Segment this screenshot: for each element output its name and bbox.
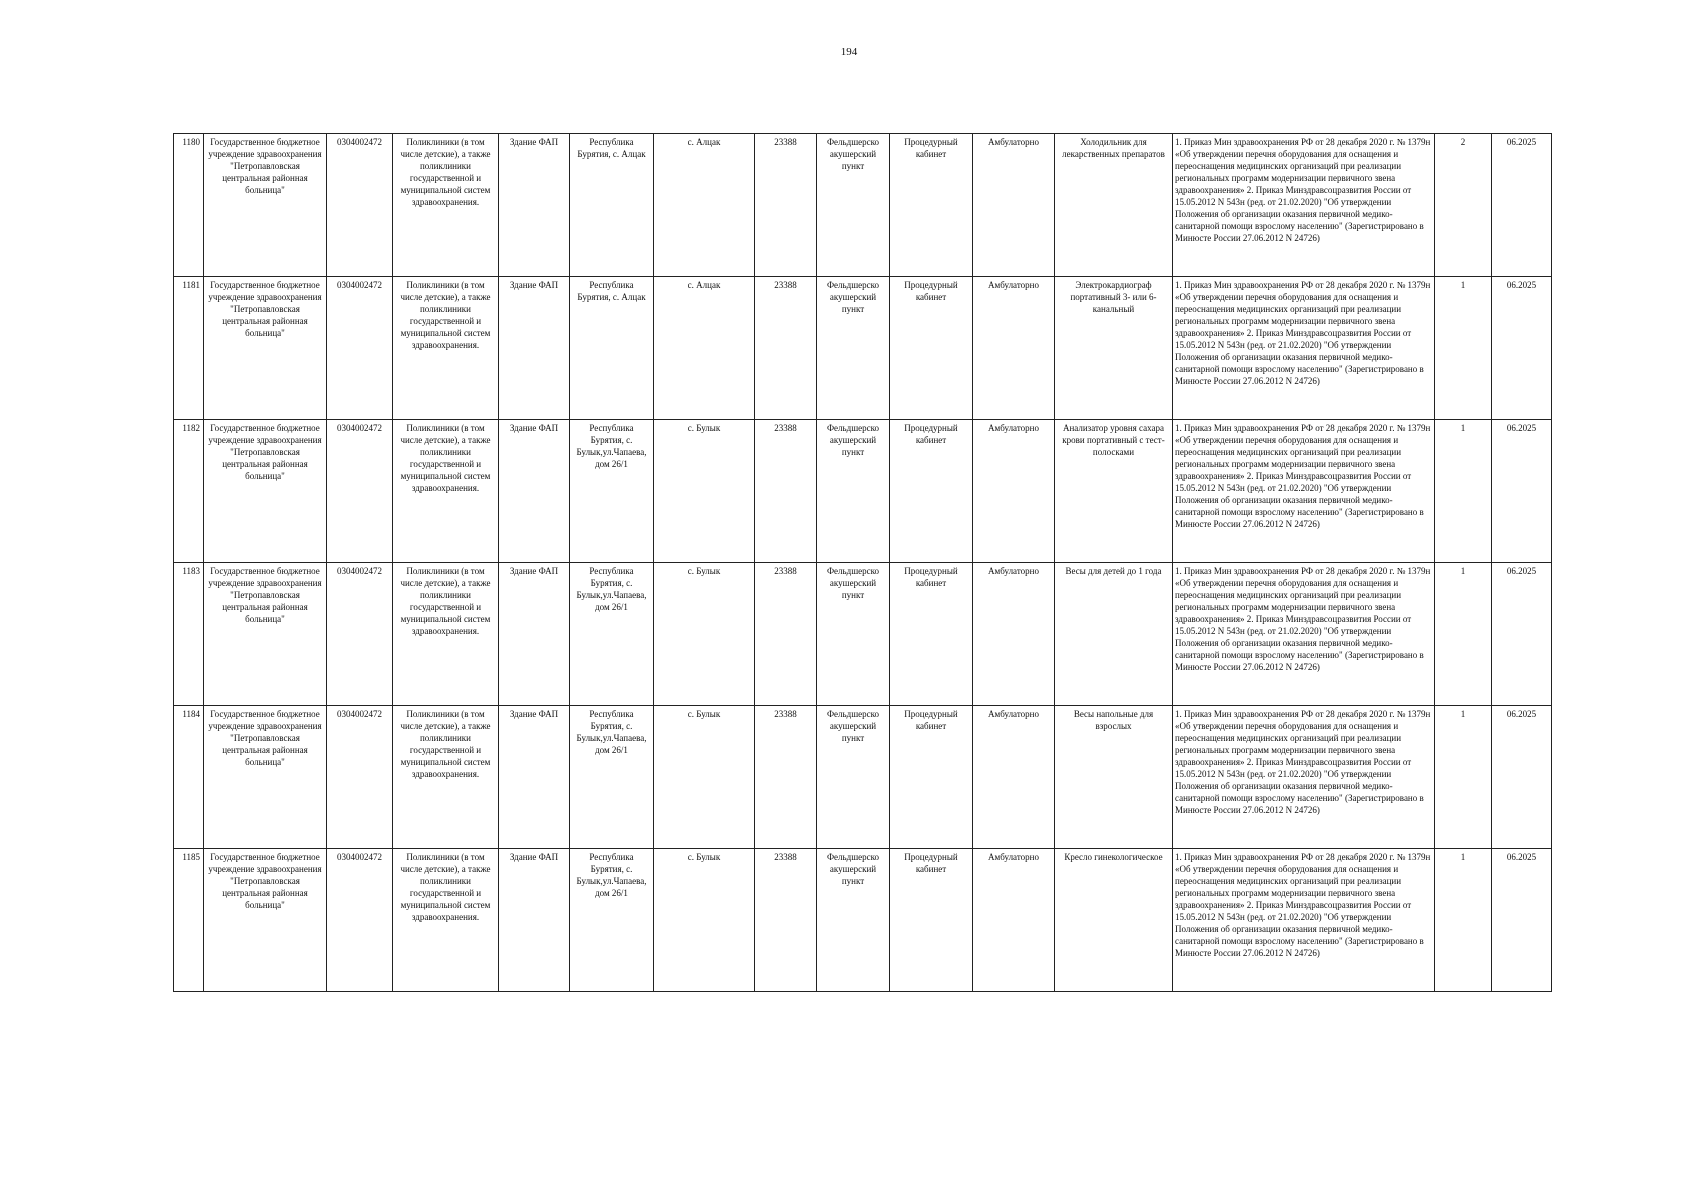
settlement-cell: с. Булык: [654, 420, 755, 563]
page-number: 194: [840, 46, 858, 58]
equipment-cell: Весы для детей до 1 года: [1055, 563, 1173, 706]
date-cell: 06.2025: [1492, 563, 1552, 706]
room-cell: Процедурный кабинет: [890, 420, 973, 563]
organization-type-cell: Поликлиники (в том числе детские), а также поликлиники государственной и муниципальной систем здравоохранения.: [393, 849, 499, 992]
legal-basis-cell: 1. Приказ Мин здравоохранения РФ от 28 декабря 2020 г. № 1379н «Об утверждении перечня оборудования для оснащения и переоснащения медицинских организаций при реализации региональных программ модернизации первичного звена здравоохранения» 2. Приказ Минздравсоцразвития России от 15.05.2012 N 543н (ред. от 21.02.2020) "Об утверждении Положения об организации оказания первичной медико-санитарной помощи взрослому населению" (Зарегистрировано в Минюсте России 27.06.2012 N 24726): [1173, 563, 1435, 706]
date-cell: 06.2025: [1492, 849, 1552, 992]
row-number: 1184: [174, 706, 204, 849]
building-cell: Здание ФАП: [499, 420, 570, 563]
settlement-cell: с. Булык: [654, 849, 755, 992]
date-cell: 06.2025: [1492, 134, 1552, 277]
oktmo-cell: 23388: [755, 849, 817, 992]
address-cell: Республика Бурятия, с. Алцак: [570, 134, 654, 277]
row-number: 1181: [174, 277, 204, 420]
quantity-cell: 1: [1435, 563, 1492, 706]
room-cell: Процедурный кабинет: [890, 849, 973, 992]
code-cell: 0304002472: [327, 563, 393, 706]
row-number: 1182: [174, 420, 204, 563]
organization-type-cell: Поликлиники (в том числе детские), а также поликлиники государственной и муниципальной систем здравоохранения.: [393, 420, 499, 563]
room-cell: Процедурный кабинет: [890, 134, 973, 277]
row-number: 1180: [174, 134, 204, 277]
code-cell: 0304002472: [327, 277, 393, 420]
table-row: [174, 277, 1552, 420]
oktmo-cell: 23388: [755, 277, 817, 420]
oktmo-cell: 23388: [755, 563, 817, 706]
building-cell: Здание ФАП: [499, 134, 570, 277]
legal-basis-cell: 1. Приказ Мин здравоохранения РФ от 28 декабря 2020 г. № 1379н «Об утверждении перечня оборудования для оснащения и переоснащения медицинских организаций при реализации региональных программ модернизации первичного звена здравоохранения» 2. Приказ Минздравсоцразвития России от 15.05.2012 N 543н (ред. от 21.02.2020) "Об утверждении Положения об организации оказания первичной медико-санитарной помощи взрослому населению" (Зарегистрировано в Минюсте России 27.06.2012 N 24726): [1173, 849, 1435, 992]
oktmo-cell: 23388: [755, 420, 817, 563]
legal-basis-cell: 1. Приказ Мин здравоохранения РФ от 28 декабря 2020 г. № 1379н «Об утверждении перечня оборудования для оснащения и переоснащения медицинских организаций при реализации региональных программ модернизации первичного звена здравоохранения» 2. Приказ Минздравсоцразвития России от 15.05.2012 N 543н (ред. от 21.02.2020) "Об утверждении Положения об организации оказания первичной медико-санитарной помощи взрослому населению" (Зарегистрировано в Минюсте России 27.06.2012 N 24726): [1173, 706, 1435, 849]
building-cell: Здание ФАП: [499, 706, 570, 849]
equipment-cell: Весы напольные для взрослых: [1055, 706, 1173, 849]
organization-cell: Государственное бюджетное учреждение здравоохранения "Петропавловская центральная районная больница": [204, 849, 327, 992]
organization-type-cell: Поликлиники (в том числе детские), а также поликлиники государственной и муниципальной систем здравоохранения.: [393, 706, 499, 849]
building-cell: Здание ФАП: [499, 563, 570, 706]
address-cell: Республика Бурятия, с. Булык,ул.Чапаева, дом 26/1: [570, 420, 654, 563]
table-row: [174, 849, 1552, 992]
table-row: [174, 134, 1552, 277]
organization-cell: Государственное бюджетное учреждение здравоохранения "Петропавловская центральная районная больница": [204, 134, 327, 277]
care-type-cell: Амбулаторно: [973, 277, 1055, 420]
room-cell: Процедурный кабинет: [890, 563, 973, 706]
unit-cell: Фельдшерско акушерский пункт: [817, 706, 890, 849]
row-number: 1185: [174, 849, 204, 992]
building-cell: Здание ФАП: [499, 277, 570, 420]
organization-type-cell: Поликлиники (в том числе детские), а также поликлиники государственной и муниципальной систем здравоохранения.: [393, 277, 499, 420]
organization-cell: Государственное бюджетное учреждение здравоохранения "Петропавловская центральная районная больница": [204, 277, 327, 420]
care-type-cell: Амбулаторно: [973, 706, 1055, 849]
care-type-cell: Амбулаторно: [973, 563, 1055, 706]
equipment-cell: Анализатор уровня сахара крови портативный с тест-полосками: [1055, 420, 1173, 563]
settlement-cell: с. Булык: [654, 706, 755, 849]
row-number: 1183: [174, 563, 204, 706]
code-cell: 0304002472: [327, 420, 393, 563]
address-cell: Республика Бурятия, с. Булык,ул.Чапаева, дом 26/1: [570, 563, 654, 706]
unit-cell: Фельдшерско акушерский пункт: [817, 277, 890, 420]
quantity-cell: 1: [1435, 849, 1492, 992]
equipment-table: [173, 133, 1552, 992]
oktmo-cell: 23388: [755, 706, 817, 849]
settlement-cell: с. Алцак: [654, 277, 755, 420]
quantity-cell: 1: [1435, 420, 1492, 563]
address-cell: Республика Бурятия, с. Алцак: [570, 277, 654, 420]
code-cell: 0304002472: [327, 706, 393, 849]
address-cell: Республика Бурятия, с. Булык,ул.Чапаева, дом 26/1: [570, 706, 654, 849]
legal-basis-cell: 1. Приказ Мин здравоохранения РФ от 28 декабря 2020 г. № 1379н «Об утверждении перечня оборудования для оснащения и переоснащения медицинских организаций при реализации региональных программ модернизации первичного звена здравоохранения» 2. Приказ Минздравсоцразвития России от 15.05.2012 N 543н (ред. от 21.02.2020) "Об утверждении Положения об организации оказания первичной медико-санитарной помощи взрослому населению" (Зарегистрировано в Минюсте России 27.06.2012 N 24726): [1173, 134, 1435, 277]
code-cell: 0304002472: [327, 849, 393, 992]
quantity-cell: 1: [1435, 277, 1492, 420]
table-row: [174, 563, 1552, 706]
care-type-cell: Амбулаторно: [973, 420, 1055, 563]
table-row: [174, 420, 1552, 563]
quantity-cell: 1: [1435, 706, 1492, 849]
legal-basis-cell: 1. Приказ Мин здравоохранения РФ от 28 декабря 2020 г. № 1379н «Об утверждении перечня оборудования для оснащения и переоснащения медицинских организаций при реализации региональных программ модернизации первичного звена здравоохранения» 2. Приказ Минздравсоцразвития России от 15.05.2012 N 543н (ред. от 21.02.2020) "Об утверждении Положения об организации оказания первичной медико-санитарной помощи взрослому населению" (Зарегистрировано в Минюсте России 27.06.2012 N 24726): [1173, 277, 1435, 420]
room-cell: Процедурный кабинет: [890, 277, 973, 420]
unit-cell: Фельдшерско акушерский пункт: [817, 849, 890, 992]
care-type-cell: Амбулаторно: [973, 134, 1055, 277]
equipment-cell: Холодильник для лекарственных препаратов: [1055, 134, 1173, 277]
room-cell: Процедурный кабинет: [890, 706, 973, 849]
care-type-cell: Амбулаторно: [973, 849, 1055, 992]
oktmo-cell: 23388: [755, 134, 817, 277]
organization-cell: Государственное бюджетное учреждение здравоохранения "Петропавловская центральная районная больница": [204, 706, 327, 849]
date-cell: 06.2025: [1492, 277, 1552, 420]
organization-type-cell: Поликлиники (в том числе детские), а также поликлиники государственной и муниципальной систем здравоохранения.: [393, 134, 499, 277]
organization-cell: Государственное бюджетное учреждение здравоохранения "Петропавловская центральная районная больница": [204, 563, 327, 706]
date-cell: 06.2025: [1492, 706, 1552, 849]
address-cell: Республика Бурятия, с. Булык,ул.Чапаева, дом 26/1: [570, 849, 654, 992]
code-cell: 0304002472: [327, 134, 393, 277]
date-cell: 06.2025: [1492, 420, 1552, 563]
organization-type-cell: Поликлиники (в том числе детские), а также поликлиники государственной и муниципальной систем здравоохранения.: [393, 563, 499, 706]
unit-cell: Фельдшерско акушерский пункт: [817, 420, 890, 563]
legal-basis-cell: 1. Приказ Мин здравоохранения РФ от 28 декабря 2020 г. № 1379н «Об утверждении перечня оборудования для оснащения и переоснащения медицинских организаций при реализации региональных программ модернизации первичного звена здравоохранения» 2. Приказ Минздравсоцразвития России от 15.05.2012 N 543н (ред. от 21.02.2020) "Об утверждении Положения об организации оказания первичной медико-санитарной помощи взрослому населению" (Зарегистрировано в Минюсте России 27.06.2012 N 24726): [1173, 420, 1435, 563]
equipment-cell: Кресло гинекологическое: [1055, 849, 1173, 992]
unit-cell: Фельдшерско акушерский пункт: [817, 563, 890, 706]
unit-cell: Фельдшерско акушерский пункт: [817, 134, 890, 277]
quantity-cell: 2: [1435, 134, 1492, 277]
table-row: [174, 706, 1552, 849]
equipment-cell: Электрокардиограф портативный 3- или 6-канальный: [1055, 277, 1173, 420]
settlement-cell: с. Булык: [654, 563, 755, 706]
building-cell: Здание ФАП: [499, 849, 570, 992]
settlement-cell: с. Алцак: [654, 134, 755, 277]
organization-cell: Государственное бюджетное учреждение здравоохранения "Петропавловская центральная районная больница": [204, 420, 327, 563]
